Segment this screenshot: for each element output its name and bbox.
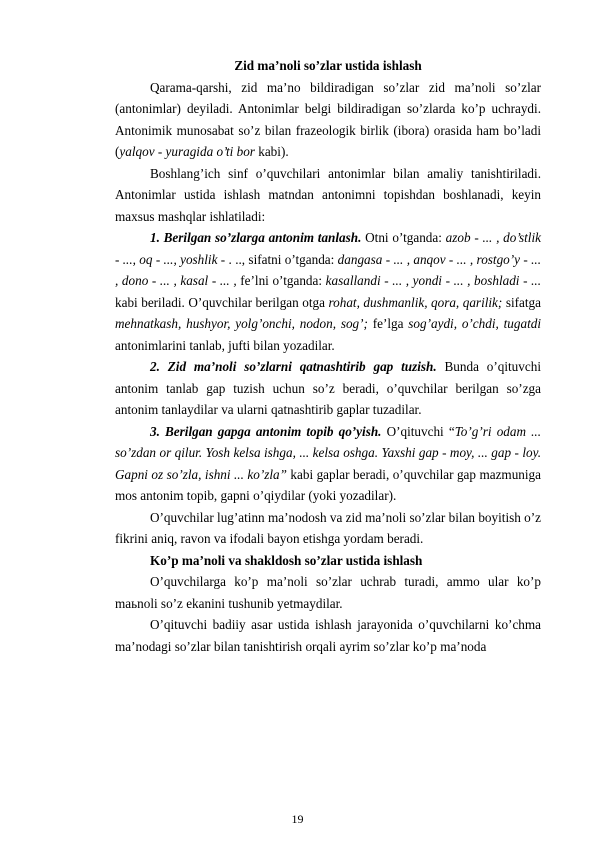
text-run: mehnatkash, hushyor, yolg’onchi, nodon, sog’; <box>115 316 368 331</box>
text-run: sifatga <box>502 294 541 310</box>
text-run: 1. Berilgan so’zlarga antonim tanlash. <box>150 230 362 245</box>
text-run: 2. Zid ma’noli so’zlarni qatnashtirib gap tuzish. <box>150 359 437 374</box>
text-run: Boshlang’ich sinf o’quvchilari antonimlar bilan amaliy tanishtiriladi. Antonimlar ustida ishlash matndan antonimni topishdan boshlanadi, keyin maxsus mashqlar ishlatiladi: <box>115 165 541 224</box>
text-run: azob - ... , do’stlik - ..., oq - ..., yoshlik <box>115 230 541 267</box>
text-run: Otni o’tganda: <box>361 230 446 245</box>
text-run: sog’aydi, o’chdi, tugatdi <box>408 316 541 331</box>
text-run: Bunda o’qituvchi antonim tanlab gap tuzish uchun so’z beradi, o’quvchilar berilgan so’zga antonim tanlaydilar va ularni qatnashtirib gaplar tuzadilar. <box>115 359 541 417</box>
text-run: 3. Berilgan gapga antonim topib qo’yish. <box>150 423 382 439</box>
paragraph-polysemy <box>115 571 541 614</box>
text-run: kabi gaplar beradi, o’quvchilar gap mazmuniga mos antonim topib, gapni o’qiydilar (yoki yozadilar). <box>115 466 541 503</box>
paragraph-vocabulary-enrichment <box>115 507 541 550</box>
text-run: kabi). <box>254 144 289 159</box>
text-run: O’quvchilar lug’atinn ma’nodosh va zid ma’noli so’zlar bilan boyitish o’z fikrini aniq, ravon va ifodali bayon etishga yordam beradi. <box>115 509 541 546</box>
subsection-heading: Ko’p ma’noli va shakldosh so’zlar ustida ishlash <box>150 552 423 568</box>
paragraph-exercise-2 <box>115 356 541 421</box>
text-run: O’qituvchi “ <box>381 423 455 439</box>
section-title: Zid ma’noli so’zlar ustida ishlash <box>234 58 422 73</box>
page-number: 19 <box>291 812 304 826</box>
paragraph-figurative-meaning <box>115 614 541 657</box>
text-run: kasallandi - ... , yondi - ... , boshladi - ... <box>325 273 541 288</box>
text-run: rohat, dushmanlik, qora, qarilik; <box>328 294 503 310</box>
page-content <box>115 55 541 657</box>
text-run: fe’lni o’tganda: <box>236 273 326 288</box>
text-run: O’qituvchi badiiy asar ustida ishlash jarayonida o’quvchilarni ko’chma ma’nodagi so’zlar bilan tanishtirish orqali ayrim so’zlar ko’p ma’noda <box>115 617 541 654</box>
text-run: O’quvchilarga ko’p ma’noli so’zlar uchrab turadi, ammo ular ko’p maьnoli so’z ekanini tushunib yetmaydilar. <box>115 574 541 611</box>
text-run: yalqov - yuragida o’ti bor <box>119 144 255 159</box>
text-run: fe’lga <box>367 316 409 331</box>
paragraph-exercise-1 <box>115 227 541 356</box>
paragraph-exercise-3 <box>115 421 541 507</box>
paragraph-antonym-intro <box>115 163 541 228</box>
text-run: dangasa - ... , anqov - ... , rostgo’y - ... , dono - ... , kasal - ... , <box>115 251 542 288</box>
text-run: kabi beriladi. O’quvchilar berilgan otga <box>115 294 329 310</box>
text-run: antonimlarini tanlab, jufti bilan yozadilar. <box>115 337 335 353</box>
text-run: To’g’ri odam ... so’zdan or qilur. Yosh kelsa ishga, ... kelsa oshga. Yaxshi gap - moy, ... gap - loy. Gapni oz so’zla, ishni ... ko’zla” <box>115 423 541 482</box>
text-run: Qarama-qarshi, zid ma’no bildiradigan so’zlar zid ma’noli so’zlar (antonimlar) deyiladi. Antonimlar belgi bildiradigan so’zlarda ko’p uchraydi. Antonimik munosabat so’z bilan frazeologik birlik (ibora) orasida ham bo’ladi ( <box>115 79 541 159</box>
text-run: - . .., sifatni o’tganda: <box>217 251 338 267</box>
paragraph-antonym-definition <box>115 77 541 163</box>
